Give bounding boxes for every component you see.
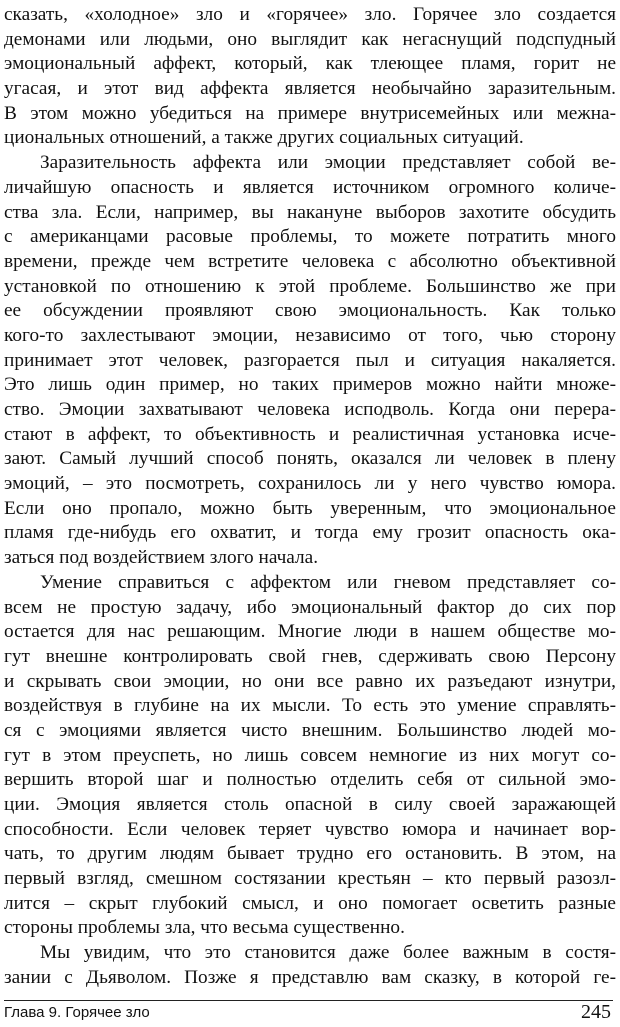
- text-line: демонами или людьми, оно выглядит как негаснущий подспудный: [4, 28, 616, 50]
- text-line: пламя где-нибудь его охватит, и тогда ему грозит опасность ока-: [4, 522, 616, 544]
- text-line: первый взгляд, смешном состязании крестьян – кто первый разозл-: [4, 868, 616, 890]
- text-line: всем не простую задачу, ибо эмоциональный фактор до сих пор: [4, 596, 616, 618]
- text-line: остается для нас решающим. Многие люди в нашем обществе мо-: [4, 621, 616, 643]
- text-line: способности. Если человек теряет чувство юмора и начинает вор-: [4, 818, 616, 840]
- text-line: ства зла. Если, например, вы накануне выборов захотите обсудить: [4, 201, 616, 223]
- text-line: ее обсуждении проявляют свою эмоциональность. Как только: [4, 300, 616, 322]
- text-line: Заразительность аффекта или эмоции представляет собой ве-: [40, 152, 616, 174]
- text-line: Умение справиться с аффектом или гневом представляет со-: [40, 571, 616, 593]
- page-number: 245: [581, 1001, 611, 1023]
- text-line: В этом можно убедиться на примере внутрисемейных или межна-: [4, 102, 616, 124]
- text-line: угасая, и этот вид аффекта является необычайно заразительным.: [4, 78, 616, 100]
- text-line: и скрывать свои эмоции, но они все равно их разъедают изнутри,: [4, 670, 616, 692]
- text-line: заться под воздействием злого начала.: [4, 547, 319, 569]
- text-line: Если оно пропало, можно быть уверенным, что эмоциональное: [4, 497, 616, 519]
- text-line: лится – скрыт глубокий смысл, и оно помогает осветить разные: [4, 892, 616, 914]
- text-line: воздействуя в глубине на их мысли. То есть это умение справлять-: [4, 695, 616, 717]
- text-line: эмоциональный аффект, который, как тлеющее пламя, горит не: [4, 53, 616, 75]
- footer-rule: [4, 1000, 613, 1001]
- text-line: вершить второй шаг и полностью отделить себя от сильной эмо-: [4, 769, 616, 791]
- text-line: кого-то захлестывают эмоции, независимо от того, чью сторону: [4, 324, 616, 346]
- text-line: принимает этот человек, разгорается пыл и ситуация накаляется.: [4, 349, 616, 371]
- text-line: Это лишь один пример, но таких примеров можно найти множе-: [4, 374, 616, 396]
- text-line: чать, то другим людям бывает трудно его остановить. В этом, на: [4, 843, 616, 865]
- text-line: Мы увидим, что это становится даже более важным в состя-: [40, 942, 616, 964]
- text-line: гут внешне контролировать свой гнев, сдерживать свою Персону: [4, 645, 616, 667]
- text-line: личайшую опасность и является источником огромного количе-: [4, 176, 616, 198]
- text-line: стают в аффект, то объективность и реалистичная установка исче-: [4, 423, 616, 445]
- text-line: ся с эмоциями является чисто внешним. Большинство людей мо-: [4, 719, 616, 741]
- text-line: зании с Дьяволом. Позже я представлю вам сказку, в которой ге-: [4, 966, 616, 988]
- text-line: зают. Самый лучший способ понять, оказался ли человек в плену: [4, 448, 616, 470]
- running-head: Глава 9. Горячее зло: [4, 1004, 150, 1021]
- text-line: гут в этом преуспеть, но лишь совсем немногие из них могут со-: [4, 744, 616, 766]
- text-line: ство. Эмоции захватывают человека исподволь. Когда они перера-: [4, 399, 616, 420]
- text-line: эмоций, – это посмотреть, сохранилось ли у него чувство юмора.: [4, 473, 616, 495]
- text-line: циональных отношений, а также других социальных ситуаций.: [4, 127, 524, 149]
- text-line: ции. Эмоция является столь опасной в силу своей заражающей: [4, 794, 616, 815]
- text-line: сказать, «холодное» зло и «горячее» зло. Горячее зло создается: [4, 4, 616, 25]
- text-line: стороны проблемы зла, что весьма существенно.: [4, 917, 405, 939]
- text-line: установкой по отношению к этой проблеме. Большинство же при: [4, 275, 616, 297]
- text-line: с американцами расовые проблемы, то можете потратить много: [4, 226, 616, 248]
- body-text: [4, 3, 616, 991]
- text-line: времени, прежде чем встретите человека с абсолютно объективной: [4, 250, 616, 272]
